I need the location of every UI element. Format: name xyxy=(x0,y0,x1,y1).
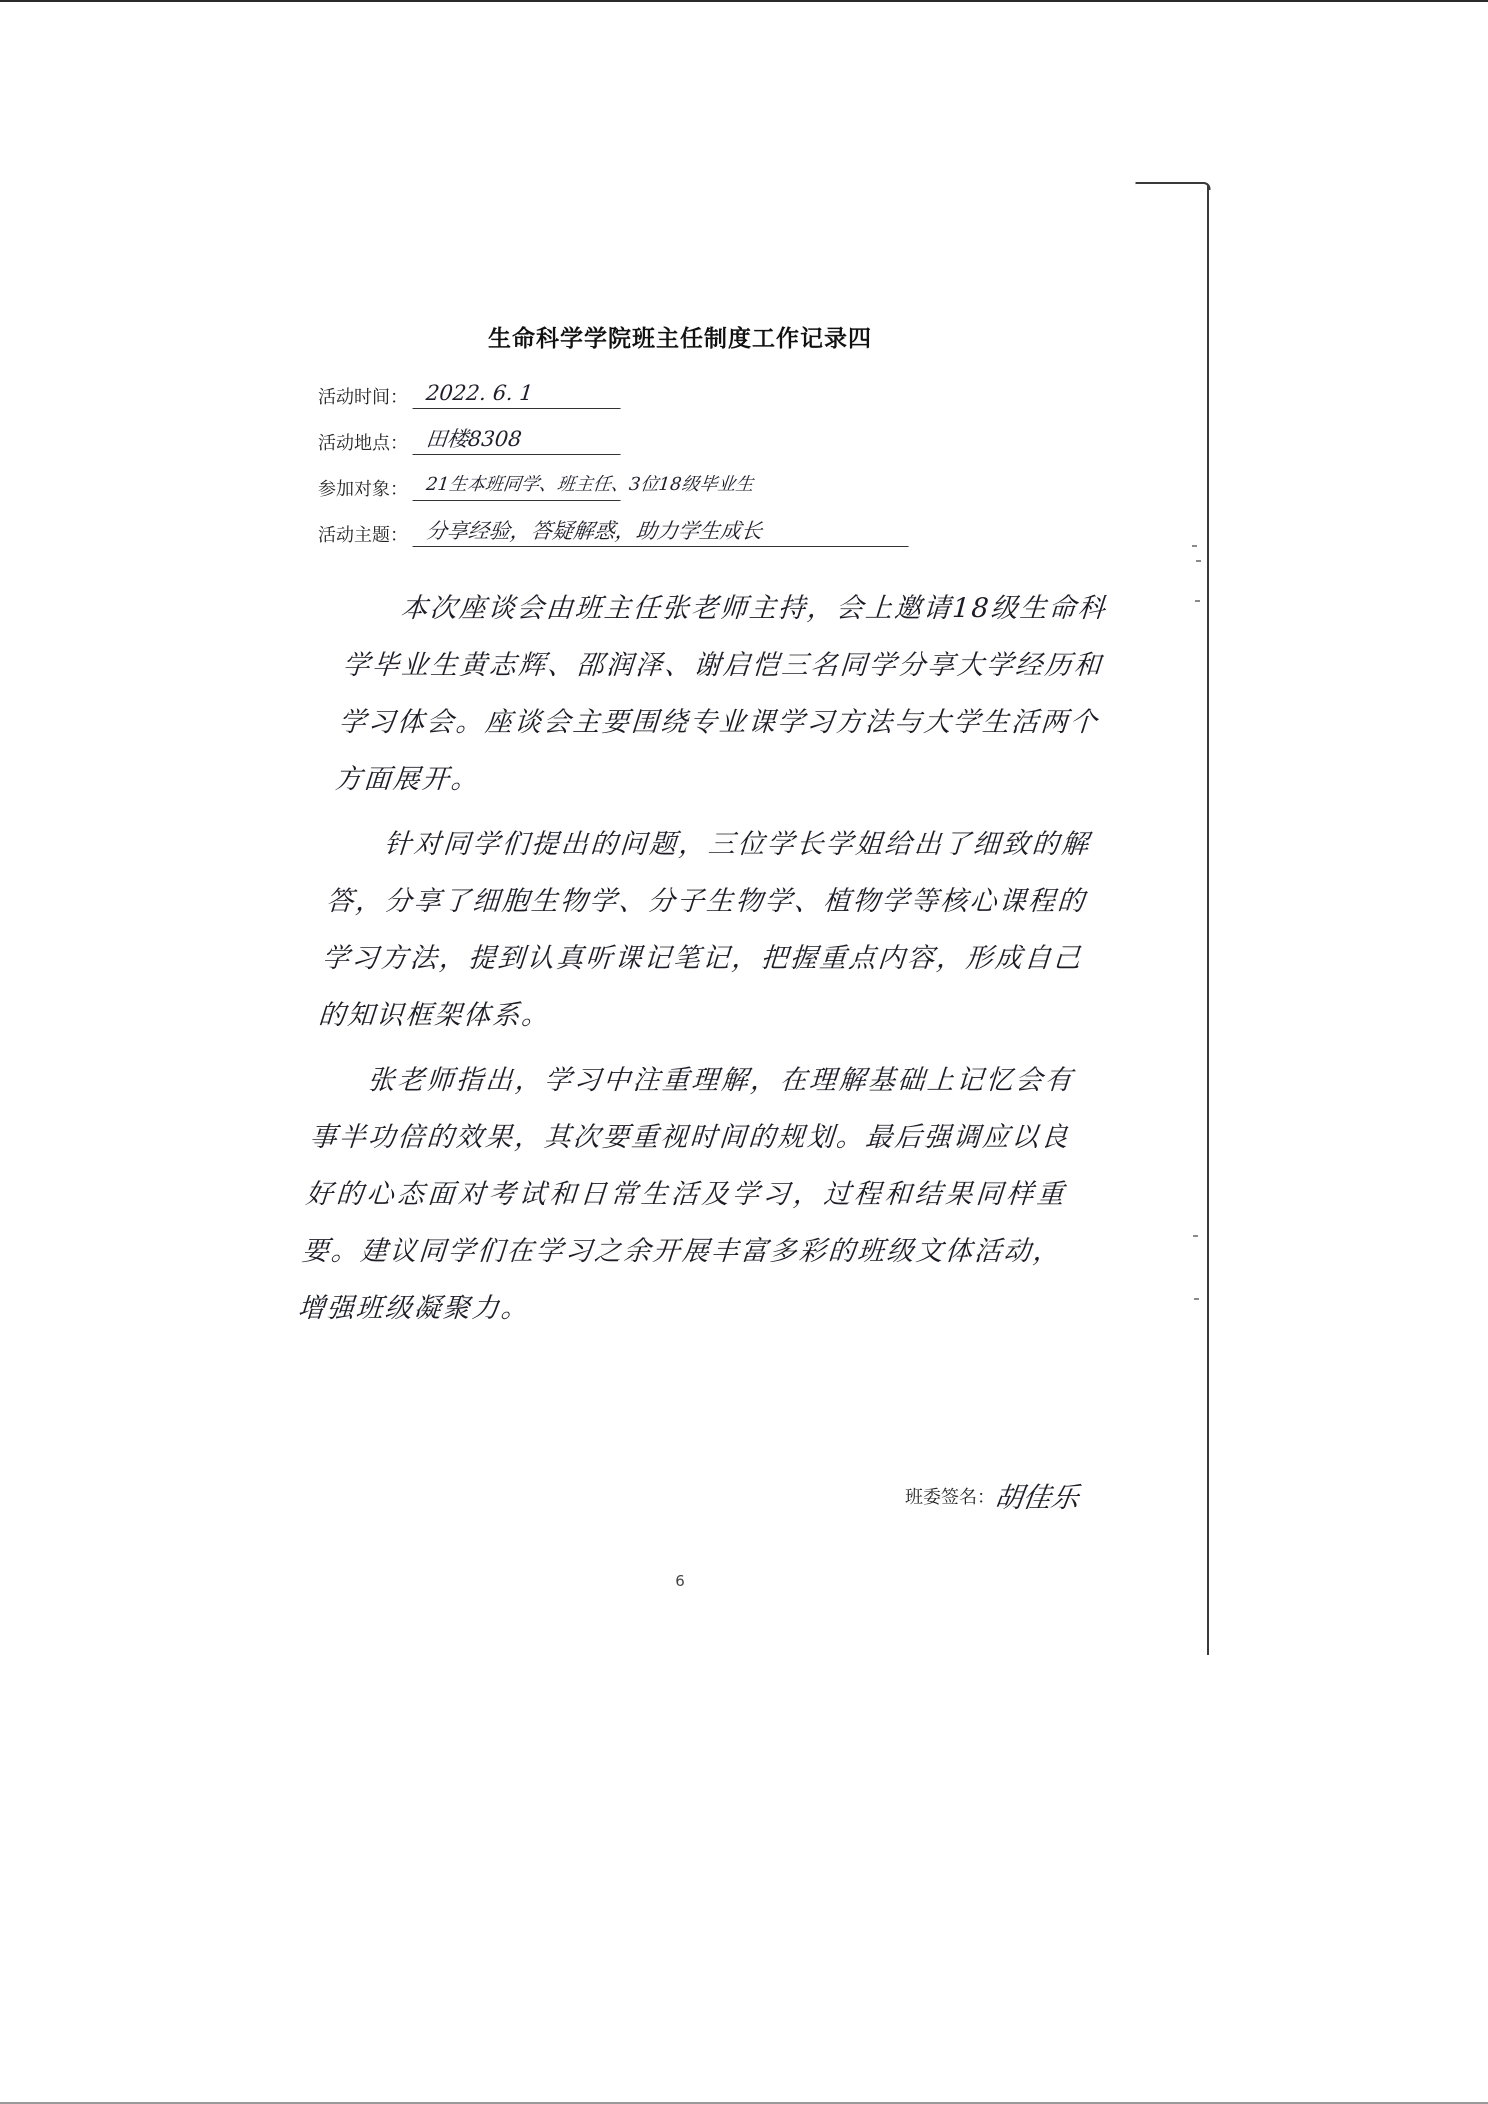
field-value-handwritten: 21生本班同学、班主任、3位18级毕业生 xyxy=(412,472,623,501)
edge-mark xyxy=(1194,1298,1199,1300)
body-paragraph: 本次座谈会由班主任张老师主持，会上邀请18级生命科学毕业生黄志辉、邵润泽、谢启恺三名同学分享大学经历和学习体会。座谈会主要围绕专业课学习方法与大学生活两个方面展开。 xyxy=(333,593,1108,795)
field-label: 活动主题： xyxy=(318,525,408,546)
page-edge-curl xyxy=(1134,182,1211,190)
body-paragraph: 针对同学们提出的问题，三位学长学姐给出了细致的解答，分享了细胞生物学、分子生物学、植物学等核心课程的学习方法，提到认真听课记笔记，把握重点内容，形成自己的知识框架体系。 xyxy=(317,829,1092,1031)
edge-mark xyxy=(1193,1235,1198,1237)
field-value-handwritten: 2022. 6. 1 xyxy=(412,380,623,409)
handwritten-body xyxy=(295,580,1108,1345)
signature-label: 班委签名： xyxy=(905,1487,995,1508)
document-title: 生命科学学院班主任制度工作记录四 xyxy=(488,326,872,352)
field-value-handwritten: 分享经验，答疑解惑，助力学生成长 xyxy=(412,518,911,547)
field-label: 活动时间： xyxy=(318,387,408,408)
page-right-edge xyxy=(1207,185,1209,1655)
field-activity-location xyxy=(318,421,622,455)
field-label: 活动地点： xyxy=(318,433,408,454)
signature-handwritten: 胡佳乐 xyxy=(992,1481,1082,1514)
body-paragraph: 张老师指出，学习中注重理解，在理解基础上记忆会有事半功倍的效果，其次要重视时间的规划。最后强调应以良好的心态面对考试和日常生活及学习，过程和结果同样重要。建议同学们在学习之余开展丰富多彩的班级文体活动，增强班级凝聚力。 xyxy=(296,1065,1075,1324)
scan-top-edge xyxy=(0,0,1488,2)
field-label: 参加对象： xyxy=(318,479,408,500)
page-number: 6 xyxy=(675,1572,685,1590)
field-activity-theme xyxy=(318,513,910,547)
signature-row xyxy=(905,1476,1082,1516)
field-participants xyxy=(318,467,755,501)
edge-mark xyxy=(1192,545,1197,547)
field-activity-time xyxy=(318,375,622,409)
edge-mark xyxy=(1196,560,1201,562)
field-value-handwritten: 田楼8308 xyxy=(412,426,623,455)
edge-mark xyxy=(1195,600,1200,602)
